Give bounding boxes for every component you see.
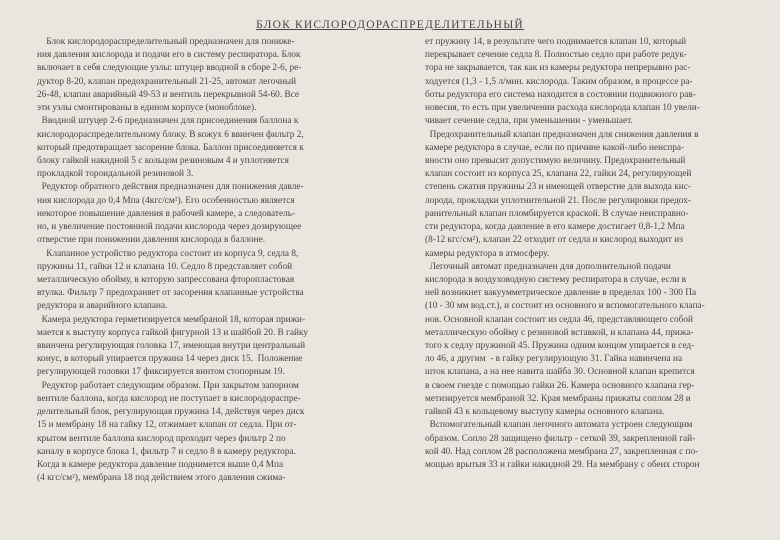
text-line: Камера редуктора герметизируется мембраной 18, которая прижи- bbox=[37, 314, 306, 325]
text-line: метизируется мембраной 32. Края мембраны прижаты соплом 28 и bbox=[425, 393, 691, 404]
text-line: блоку гайкой накидной 5 с кольцом резиновым 4 и уплотняется bbox=[37, 155, 289, 166]
text-line: ло 46, а другим - в гайку регулирующую 31. Гайка навинчена на bbox=[425, 354, 683, 365]
text-line: ния кислорода до 0,4 Мпа (4кгс/см²). Его особенностью является bbox=[37, 195, 295, 206]
text-line: Редуктор обратного действия предназначен для понижения давле- bbox=[37, 182, 304, 193]
text-line: нов. Основной клапан состоит из седла 46, представляющего собой bbox=[425, 314, 693, 325]
text-line: ранительный клапан пломбируется краской. В случае неисправно- bbox=[425, 208, 689, 219]
text-line: (10 - 30 мм вод.ст.), и состоит из основного и вспомогательного клапа- bbox=[425, 301, 705, 312]
text-line: делительный блок, регулирующая пружина 14, действуя через диск bbox=[37, 407, 305, 418]
text-line: камере редуктора в случае, если по причине какой-либо неиспра- bbox=[425, 142, 685, 153]
text-line: шток клапана, а на нее навита шайба 30. Основной клапан крепится bbox=[425, 367, 695, 378]
text-line: 26-48, клапан аварийный 49-53 и вентиль перекрывной 54-60. Все bbox=[37, 89, 300, 100]
text-line: ходуется (1,3 - 1,5 л/мин. кислорода. Таким образом, в процессе ра- bbox=[425, 76, 693, 87]
text-line: камеры редуктора в атмосферу. bbox=[425, 248, 550, 259]
text-line: кислородораспределительному блоку. В кожух 6 ввинчен фильтр 2, bbox=[37, 129, 304, 140]
text-line: перекрывает сечение седла 8. Полностью седло при работе редук- bbox=[425, 50, 688, 61]
text-line: образом. Сопло 28 защищено фильтр - сеткой 39, закрепленной гай- bbox=[425, 433, 696, 444]
text-line: конус, в который упирается пружина 14 через диск 15. Положение bbox=[37, 354, 303, 365]
text-line: Блок кислородораспределительный предназначен для пониже- bbox=[37, 37, 295, 47]
document-title: БЛОК КИСЛОРОДОРАСПРЕДЕЛИТЕЛЬНЫЙ bbox=[256, 19, 524, 31]
text-line: мощью врытыя 33 и гайки накидной 29. На мембрану с обеих сторон bbox=[425, 460, 700, 470]
text-line: некоторое повышение давления в рабочей камере, а следователь- bbox=[37, 208, 296, 219]
left-column bbox=[37, 36, 365, 485]
text-line: кислорода в воздуховодную систему респиратора в случае, если в bbox=[425, 274, 687, 285]
text-line: регулирующей головки 17 фиксируется винтом стопорным 19. bbox=[37, 367, 285, 378]
text-line: металлическую обойму, в которую запрессована фторопластовая bbox=[37, 274, 295, 285]
text-line: Вводной штуцер 2-6 предназначен для присоединения баллона к bbox=[37, 116, 299, 127]
text-line: (4 кгс/см²), мембрана 18 под действием этого давления сжима- bbox=[37, 473, 286, 484]
text-line: вности оно превысит допустимую величину. Предохранительный bbox=[425, 155, 686, 166]
text-line: эти узлы смонтированы в едином корпусе (моноблоке). bbox=[37, 103, 257, 114]
text-line: ввинчена регулирующая головка 17, имеющая внутри центральный bbox=[37, 341, 306, 352]
right-column bbox=[425, 36, 766, 472]
text-line: ней возникнет вакуумметрическое давление в пределах 100 - 300 Па bbox=[425, 288, 697, 299]
text-line: дуктор 8-20, клапан предохранительный 21-25, автомат легочный bbox=[37, 76, 297, 87]
text-line: Вспомогательный клапан легочного автомата устроен следующим bbox=[425, 420, 693, 431]
text-line: сти редуктора, когда давление в его камере достигает 0,8-1,2 Мпа bbox=[425, 222, 685, 233]
text-line: Когда в камере редуктора давление поднимется выше 0,4 Мпа bbox=[37, 460, 284, 470]
text-line: отверстие при понижении давления кислорода в баллоне. bbox=[37, 235, 266, 246]
text-line: лорода, прокладки уплотнительной 21. После регулировки предох- bbox=[425, 195, 691, 206]
text-line: включает в себя следующие узлы: штуцер вводной в сборе 2-6, ре- bbox=[37, 63, 302, 74]
text-line: каналу в корпусе блока 1, фильтр 7 и седло 8 в камеру редуктора. bbox=[37, 446, 296, 457]
text-line: степень сжатия пружины 23 и имеющей отверстие для выхода кис- bbox=[425, 182, 691, 193]
text-line: редуктора и аварийного клапана. bbox=[37, 301, 168, 312]
text-line: металлическую обойму с резиновой вставкой, и клапана 44, прижа- bbox=[425, 327, 694, 338]
text-line: боты редуктора его система находится в состоянии подвижного рав- bbox=[425, 89, 696, 100]
text-line: ния давления кислорода и подачи его в систему респиратора. Блок bbox=[37, 50, 301, 61]
text-line: тора не закрывается, так как из камеры редуктора непрерывно рас- bbox=[425, 63, 691, 74]
text-line: Редуктор работает следующим образом. При закрытом запорном bbox=[37, 380, 299, 391]
text-line: чивает сечение седла, при уменьшении - уменьшает. bbox=[425, 116, 633, 127]
text-line: прокладкой тороидальной резиновой 3. bbox=[37, 169, 194, 180]
text-line: (8-12 кгс/см²), клапан 22 отходит от седла и кислород выходит из bbox=[425, 235, 683, 246]
text-line: в своем гнезде с помощью гайки 26. Камера основного клапана гер- bbox=[425, 380, 695, 391]
text-line: 15 и мембрану 18 на гайку 12, отжимает клапан от седла. При от- bbox=[37, 420, 297, 431]
text-line: мается к выступу корпуса гайкой фигурной 13 и шайбой 20. В гайку bbox=[37, 327, 308, 338]
text-line: крытом вентиле баллона кислород проходит через фильтр 2 по bbox=[37, 433, 286, 444]
text-line: гайкой 43 к кольцевому выступу камеры основного клапана. bbox=[425, 407, 665, 418]
text-line: но, и увеличение постоянной подачи кислорода через дозирующее bbox=[37, 222, 302, 233]
text-line: кой 40. Над соплом 28 расположена мембрана 27, закрепленная с по- bbox=[425, 446, 699, 457]
text-line: пружины 11, гайки 12 и клапана 10. Седло 8 представляет собой bbox=[37, 261, 293, 272]
text-line: ет пружину 14, в результате чего поднимается клапан 10, который bbox=[425, 37, 687, 47]
text-line: клапан состоит из корпуса 25, клапана 22, гайки 24, регулирующей bbox=[425, 169, 692, 180]
text-line: вентиле баллона, когда кислород не поступает в кислородораспре- bbox=[37, 393, 301, 404]
text-line: втулка. Фильтр 7 предохраняет от засорения клапанные устройства bbox=[37, 288, 304, 299]
text-line: который предотвращает засорение блока. Баллон присоединяется к bbox=[37, 142, 304, 153]
text-line: Предохранительный клапан предназначен для снижения давления в bbox=[425, 129, 699, 140]
text-line: новесия, то есть при увеличении расхода кислорода клапан 10 увели- bbox=[425, 103, 700, 114]
text-line: Клапанное устройство редуктора состоит из корпуса 9, седла 8, bbox=[37, 248, 299, 259]
text-line: Легочный автомат предназначен для дополнительной подачи bbox=[425, 261, 671, 272]
text-line: того к седлу пружиной 45. Пружина одним концом упирается в сед- bbox=[425, 341, 695, 352]
